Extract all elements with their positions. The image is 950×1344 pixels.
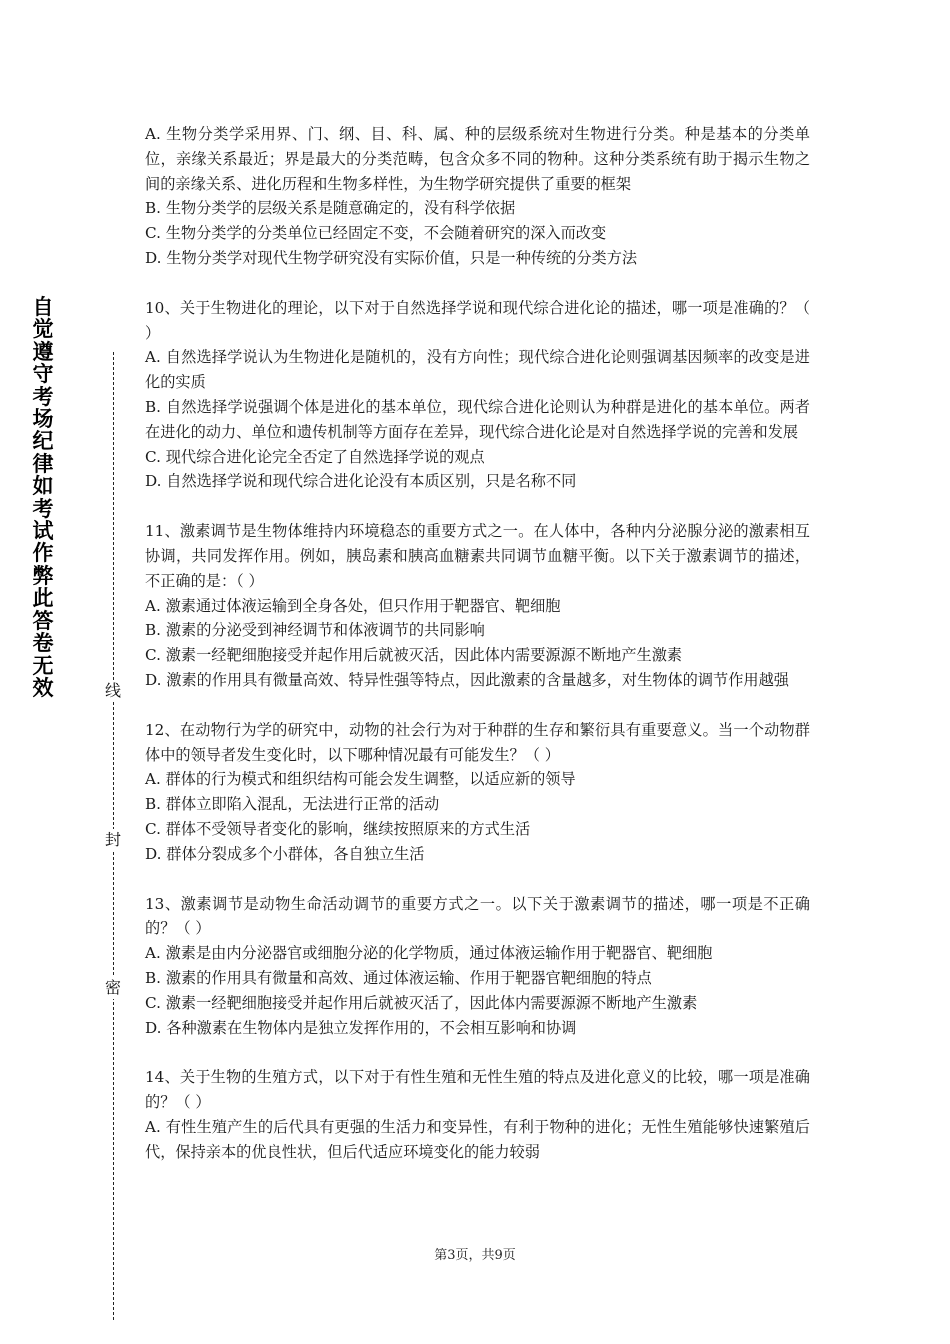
warning-char: 守 [32, 362, 54, 387]
option-c: C. 生物分类学的分类单位已经固定不变，不会随着研究的深入而改变 [145, 224, 607, 243]
option-d: D. 生物分类学对现代生物学研究没有实际价值，只是一种传统的分类方法 [145, 248, 638, 267]
seal-label-xian: 线 [104, 681, 121, 700]
exam-warning-vertical [30, 296, 56, 699]
question-stem: 14、关于生物的生殖方式，以下对于有性生殖和无性生殖的特点及进化意义的比较，哪一项是准确的？（ ） [145, 1068, 810, 1112]
warning-char: 试 [32, 519, 54, 544]
option-a: A. 群体的行为模式和组织结构可能会发生调整，以适应新的领导 [145, 770, 576, 789]
option-d: D. 自然选择学说和现代综合进化论没有本质区别，只是名称不同 [145, 472, 577, 491]
page-footer: 第3页，共9页 [434, 1248, 516, 1263]
option-a: A. 有性生殖产生的后代具有更强的生活力和变异性，有利于物种的进化；无性生殖能够快速繁殖后代，保持亲本的优良性状，但后代适应环境变化的能力较弱 [145, 1117, 810, 1161]
seal-label-mi: 密 [104, 978, 121, 997]
warning-char: 弊 [32, 563, 54, 588]
warning-char: 答 [32, 608, 54, 633]
warning-char: 律 [32, 451, 54, 476]
warning-char: 此 [32, 586, 54, 611]
option-b: B. 激素的作用具有微量和高效、通过体液运输、作用于靶器官靶细胞的特点 [145, 968, 652, 987]
option-a: A. 自然选择学说认为生物进化是随机的，没有方向性；现代综合进化论则强调基因频率的改变是进化的实质 [145, 348, 810, 392]
option-a: A. 激素通过体液运输到全身各处，但只作用于靶器官、靶细胞 [145, 596, 561, 615]
question-11 [145, 519, 810, 693]
option-b: B. 自然选择学说强调个体是进化的基本单位，现代综合进化论则认为种群是进化的基本单位。两者在进化的动力、单位和遗传机制等方面存在差异，现代综合进化论是对自然选择学说的完善和发展 [145, 397, 810, 441]
option-b: B. 群体立即陷入混乱，无法进行正常的活动 [145, 795, 440, 814]
option-b: B. 生物分类学的层级关系是随意确定的，没有科学依据 [145, 199, 516, 218]
question-stem: 10、关于生物进化的理论，以下对于自然选择学说和现代综合进化论的描述，哪一项是准确的？（ ） [145, 298, 810, 342]
warning-char: 无 [32, 653, 54, 678]
option-c: C. 群体不受领导者变化的影响，继续按照原来的方式生活 [145, 819, 531, 838]
question-stem: 13、激素调节是动物生命活动调节的重要方式之一。以下关于激素调节的描述，哪一项是不正确的？（ ） [145, 894, 810, 938]
option-a: A. 生物分类学采用界、门、纲、目、科、属、种的层级系统对生物进行分类。种是基本的分类单位，亲缘关系最近；界是最大的分类范畴，包含众多不同的物种。这种分类系统有助于揭示生物之间的亲缘关系、进化历程和生物多样性，为生物学研究提供了重要的框架 [145, 125, 810, 193]
question-10 [145, 296, 810, 494]
question-14 [145, 1065, 810, 1164]
warning-char: 遵 [32, 339, 54, 364]
warning-char: 场 [32, 407, 54, 432]
warning-char: 卷 [32, 631, 54, 656]
question-13 [145, 892, 810, 1041]
warning-char: 作 [32, 541, 54, 566]
warning-char: 觉 [32, 317, 54, 342]
warning-char: 考 [32, 496, 54, 521]
warning-char: 自 [32, 295, 54, 319]
exam-content [145, 122, 810, 1164]
option-c: C. 现代综合进化论完全否定了自然选择学说的观点 [145, 447, 485, 466]
warning-char: 如 [32, 474, 54, 499]
option-c: C. 激素一经靶细胞接受并起作用后就被灭活，因此体内需要源源不断地产生激素 [145, 646, 683, 665]
option-b: B. 激素的分泌受到神经调节和体液调节的共同影响 [145, 621, 485, 640]
warning-char: 考 [32, 384, 54, 409]
warning-char: 效 [32, 675, 54, 700]
question-stem: 11、激素调节是生物体维持内环境稳态的重要方式之一。在人体中，各种内分泌腺分泌的激素相互协调，共同发挥作用。例如，胰岛素和胰高血糖素共同调节血糖平衡。以下关于激素调节的描述，不正确的是：（ ） [145, 522, 810, 590]
question-12 [145, 718, 810, 867]
warning-char: 纪 [32, 429, 54, 454]
option-d: D. 群体分裂成多个小群体，各自独立生活 [145, 844, 425, 863]
option-a: A. 激素是由内分泌器官或细胞分泌的化学物质，通过体液运输作用于靶器官、靶细胞 [145, 944, 713, 963]
option-c: C. 激素一经靶细胞接受并起作用后就被灭活了，因此体内需要源源不断地产生激素 [145, 993, 698, 1012]
seal-label-feng: 封 [104, 830, 121, 849]
option-d: D. 各种激素在生物体内是独立发挥作用的，不会相互影响和协调 [145, 1018, 577, 1037]
option-d: D. 激素的作用具有微量高效、特异性强等特点，因此激素的含量越多，对生物体的调节作用越强 [145, 670, 789, 689]
question-9-options [145, 122, 810, 271]
question-stem: 12、在动物行为学的研究中，动物的社会行为对于种群的生存和繁衍具有重要意义。当一个动物群体中的领导者发生变化时，以下哪种情况最有可能发生？（ ） [145, 720, 810, 764]
